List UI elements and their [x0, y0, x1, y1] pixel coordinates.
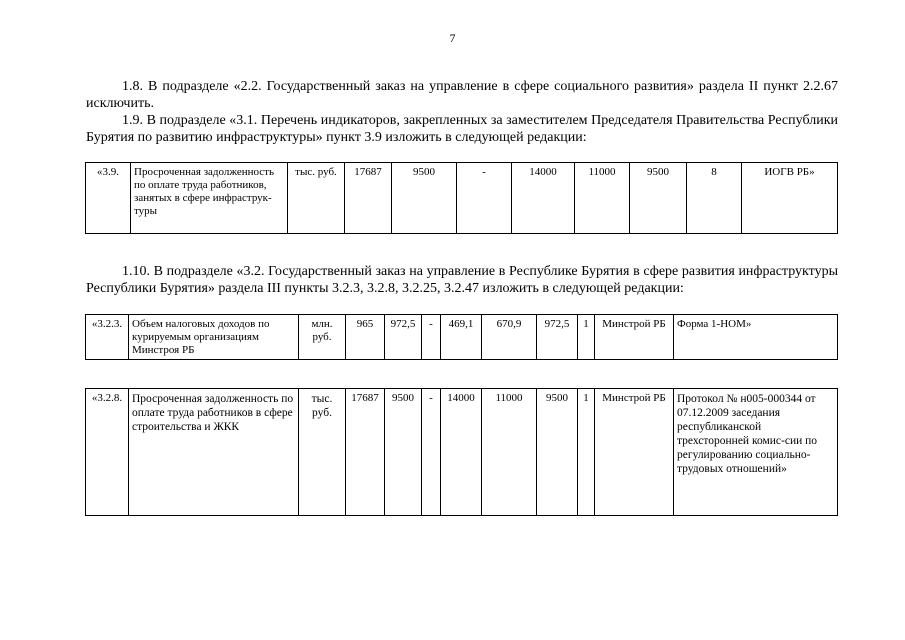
- cell-value: 14000: [512, 163, 575, 234]
- table-indicator-3-9: [85, 162, 838, 234]
- cell-value: 11000: [482, 389, 537, 516]
- cell-unit: тыс. руб.: [288, 163, 345, 234]
- table-row: [86, 315, 838, 360]
- paragraph-text: 1.8. В подразделе «2.2. Государственный заказ на управление в сфере социального развития» раздела II пункт 2.2.67 исключить.: [86, 79, 838, 111]
- cell-value: 1: [578, 315, 595, 360]
- table-row: [86, 163, 838, 234]
- cell-value: 17687: [345, 163, 392, 234]
- cell-value: -: [422, 315, 441, 360]
- paragraph-text: 1.9. В подразделе «3.1. Перечень индикаторов, закрепленных за заместителем Председателя Правительства Республики Бурятия по развитию инфраструктуры» пункт 3.9 изложить в следующей редакции:: [86, 113, 838, 145]
- cell-value: 965: [346, 315, 385, 360]
- paragraph-1-9: [86, 112, 838, 146]
- cell-number: «3.9.: [86, 163, 131, 234]
- cell-source: Протокол № н005-000344 от 07.12.2009 заседания республиканской трехсторонней комис-сии по регулированию социально-трудовых отношений»: [674, 389, 838, 516]
- cell-unit: тыс. руб.: [299, 389, 346, 516]
- cell-value: 469,1: [441, 315, 482, 360]
- cell-value: 972,5: [385, 315, 422, 360]
- cell-value: -: [457, 163, 512, 234]
- cell-value: 14000: [441, 389, 482, 516]
- cell-value: 972,5: [537, 315, 578, 360]
- cell-value: 9500: [392, 163, 457, 234]
- cell-number: «3.2.3.: [86, 315, 129, 360]
- cell-unit: млн. руб.: [299, 315, 346, 360]
- table-row: [86, 389, 838, 516]
- paragraph-1-8: [86, 78, 838, 112]
- cell-source: Форма 1-НОМ»: [674, 315, 838, 360]
- cell-value: 9500: [385, 389, 422, 516]
- cell-value: 9500: [630, 163, 687, 234]
- cell-value: 670,9: [482, 315, 537, 360]
- cell-value: 9500: [537, 389, 578, 516]
- cell-responsible: Минстрой РБ: [595, 389, 674, 516]
- table-item-3-2-8: [85, 388, 838, 516]
- page-number: 7: [449, 31, 456, 45]
- table-item-3-2-3: [85, 314, 838, 360]
- paragraph-1-10: [86, 263, 838, 297]
- cell-value: 11000: [575, 163, 630, 234]
- cell-number: «3.2.8.: [86, 389, 129, 516]
- cell-responsible: Минстрой РБ: [595, 315, 674, 360]
- cell-value: 1: [578, 389, 595, 516]
- cell-responsible: ИОГВ РБ»: [742, 163, 838, 234]
- cell-description: Просроченная задолженность по оплате труда работников, занятых в сфере инфраструк-туры: [131, 163, 288, 234]
- cell-description: Объем налоговых доходов по курируемым организациям Минстроя РБ: [129, 315, 299, 360]
- paragraph-text: 1.10. В подразделе «3.2. Государственный заказ на управление в Республике Бурятия в сфере развития инфраструктуры Республики Бурятия» раздела III пункты 3.2.3, 3.2.8, 3.2.25, 3.2.47 изложить в следующей редакции:: [86, 264, 838, 296]
- cell-value: -: [422, 389, 441, 516]
- cell-description: Просроченная задолженность по оплате труда работников в сфере строительства и ЖКК: [129, 389, 299, 516]
- cell-value: 8: [687, 163, 742, 234]
- cell-value: 17687: [346, 389, 385, 516]
